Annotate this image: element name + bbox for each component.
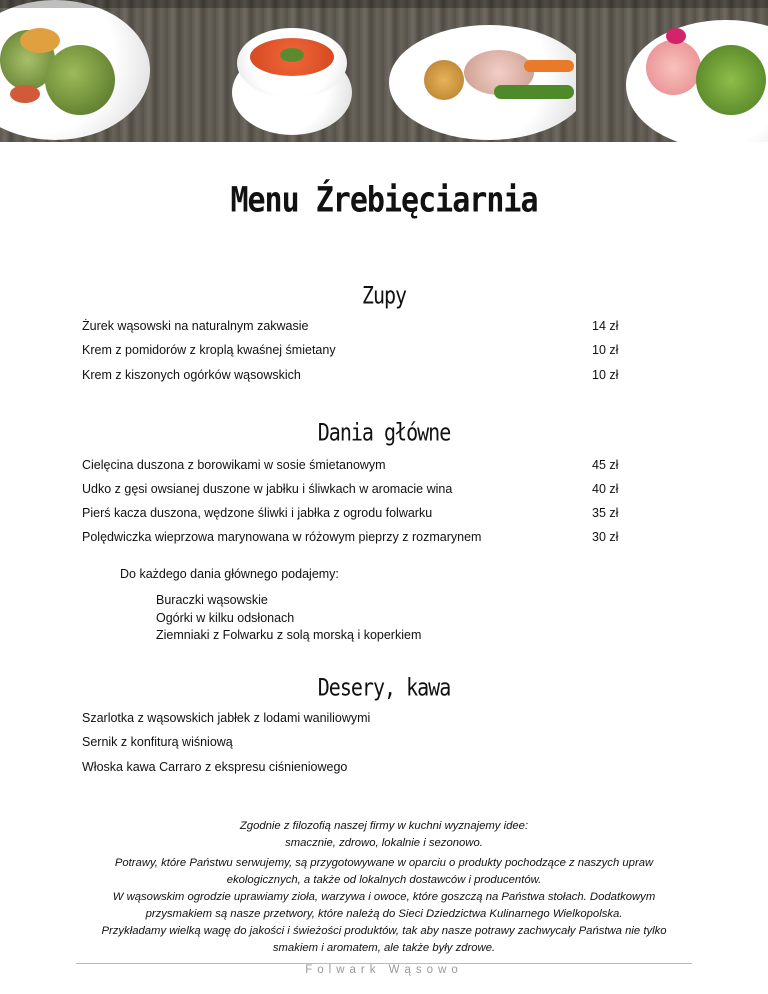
section-heading-mains: Dania główne bbox=[317, 417, 451, 447]
footer-line: smacznie, zdrowo, lokalnie i sezonowo. bbox=[285, 837, 483, 849]
sourcing-note bbox=[60, 855, 708, 957]
menu-item-name: Pierś kacza duszona, wędzone śliwki i jabłka z ogrodu folwarku bbox=[82, 506, 433, 520]
roast-meat-photo bbox=[384, 0, 576, 142]
footer-line: W wąsowskim ogrodzie uprawiamy zioła, warzywa i owoce, które goszczą na Państwa stołach. Dodatkowym bbox=[112, 891, 656, 903]
menu-item-price: 35 zł bbox=[592, 506, 619, 520]
section-heading-desserts: Desery, kawa bbox=[317, 672, 451, 702]
banner bbox=[0, 0, 768, 142]
menu-item-price: 30 zł bbox=[592, 530, 619, 544]
footer-line: ekologicznych, a także od lokalnych dostawców i producentów. bbox=[226, 874, 542, 886]
footer-line: Przykładamy wielką wagę do jakości i świeżości produktów, tak aby nasze potrawy zachwycały Państwa nie tylko bbox=[101, 925, 667, 937]
side-dish: Ziemniaki z Folwarku z solą morską i koperkiem bbox=[156, 628, 422, 642]
menu-item-price: 45 zł bbox=[592, 458, 619, 472]
menu-item-name: Szarlotka z wąsowskich jabłek z lodami waniliowymi bbox=[82, 711, 371, 725]
menu-item-name: Udko z gęsi owsianej duszone w jabłku i śliwkach w aromacie wina bbox=[82, 482, 453, 496]
side-dish: Buraczki wąsowskie bbox=[156, 593, 268, 607]
brand-name: Folwark Wąsowo bbox=[305, 964, 463, 976]
menu-item-name: Krem z pomidorów z kroplą kwaśnej śmietany bbox=[82, 343, 336, 357]
section-heading-soups: Zupy bbox=[361, 280, 407, 310]
menu-item-name: Krem z kiszonych ogórków wąsowskich bbox=[82, 368, 301, 382]
footer-line: Potrawy, które Państwu serwujemy, są przygotowywane w oparciu o produkty pochodzące z naszych upraw bbox=[114, 857, 654, 869]
footer-line: smakiem i aromatem, ale także były zdrowe. bbox=[272, 942, 496, 954]
footer-line: przysmakiem są nasze przetwory, które należą do Sieci Dziedzictwa Kulinarnego Wielkopolska. bbox=[145, 908, 623, 920]
footer-line: Zgodnie z filozofią naszej firmy w kuchni wyznajemy idee: bbox=[239, 820, 529, 832]
side-dishes-intro: Do każdego dania głównego podajemy: bbox=[120, 567, 339, 581]
menu-item-name: Polędwiczka wieprzowa marynowana w różowym pieprzy z rozmarynem bbox=[82, 530, 482, 544]
stuffed-vegetables-photo bbox=[0, 0, 192, 142]
salad-photo bbox=[576, 0, 768, 142]
menu-item-name: Włoska kawa Carraro z ekspresu ciśnieniowego bbox=[82, 760, 348, 774]
philosophy-note bbox=[60, 818, 708, 852]
menu-item-name: Żurek wąsowski na naturalnym zakwasie bbox=[82, 319, 309, 333]
menu-item-price: 10 zł bbox=[592, 343, 619, 357]
menu-item-name: Sernik z konfiturą wiśniową bbox=[82, 735, 233, 749]
side-dish: Ogórki w kilku odsłonach bbox=[156, 611, 295, 625]
menu-item-price: 10 zł bbox=[592, 368, 619, 382]
menu-item-price: 14 zł bbox=[592, 319, 619, 333]
menu-item-name: Cielęcina duszona z borowikami w sosie śmietanowym bbox=[82, 458, 386, 472]
menu-title: Menu Źrebięciarnia bbox=[230, 180, 538, 221]
tomato-soup-photo bbox=[192, 0, 384, 142]
menu-item-price: 40 zł bbox=[592, 482, 619, 496]
